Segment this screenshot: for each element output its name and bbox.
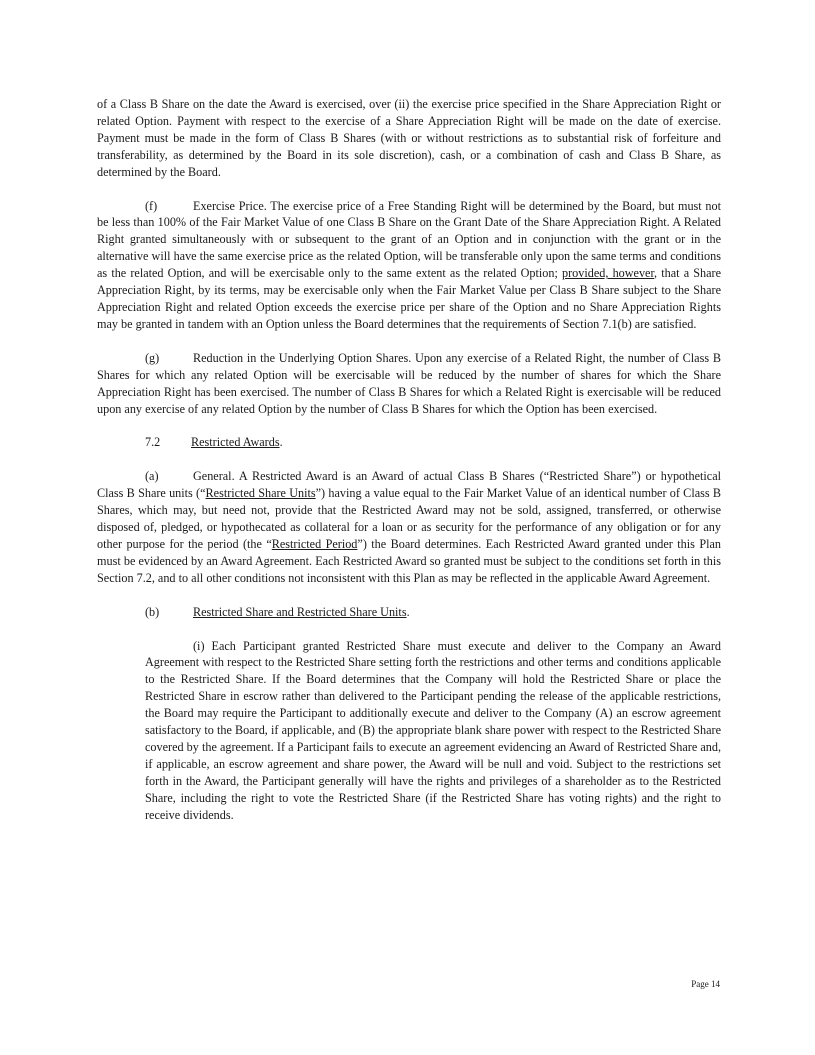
underlined-term: provided, however <box>562 266 655 281</box>
page-number: Page 14 <box>691 979 720 989</box>
defined-term: Restricted Period <box>271 536 358 551</box>
subsection-heading-b: (b) Restricted Share and Restricted Share Units. <box>145 604 410 619</box>
subsection-label: (b) <box>145 604 160 619</box>
paragraph-label: (a) <box>145 469 159 484</box>
subsection-title: Restricted Share and Restricted Share Units <box>193 604 407 619</box>
document-body <box>97 96 721 824</box>
paragraph-f-exercise-price: (f) Exercise Price. The exercise price of a Free Standing Right will be determined by the Board, but must not be less than 100% of the Fair Market Value of one Class B Share on the Grant Date of the Share Appreciation Right. A Related Right granted simultaneously with or subsequent to the grant of an Option and in conjunction with the grant or in the alternative will have the same exercise price as the related Option, will be transferable only upon the same terms and conditions as the related Option, and will be exercisable only to the same extent as the related Option; provided, however, that a Share Appreciation Right, by its terms, may be exercisable only when the Fair Market Value per Class B Share subject to the Share Appreciation Right and related Option exceeds the exercise price per share of the Option and no Share Appreciation Rights may be granted in tandem with an Option unless the Board determines that the requirements of Section 7.1(b) are satisfied. <box>97 198 722 331</box>
defined-term: Restricted Share Units <box>205 486 316 501</box>
section-title: Restricted Awards <box>191 435 280 450</box>
section-heading-7-2: 7.2 Restricted Awards. <box>145 435 283 450</box>
paragraph-label: (g) <box>145 350 160 365</box>
paragraph-continuation: of a Class B Share on the date the Award is exercised, over (ii) the exercise price specified in the Share Appreciation Right or related Option. Payment with respect to the exercise of a Share Appreciation Right will be made on the date of exercise. Payment must be made in the form of Class B Shares (with or without restrictions as to substantial risk of forfeiture and transferability, as determined by the Board in its sole discretion), cash, or a combination of cash and Class B Share, as determined by the Board. <box>97 97 721 179</box>
paragraph-a-general: (a) General. A Restricted Award is an Award of actual Class B Shares (“Restricted Share”) or hypothetical Class B Share units (“Restricted Share Units”) having a value equal to the Fair Market Value of an identical number of Class B Shares, which may, but need not, provide that the Restricted Award may not be sold, assigned, transferred, or otherwise disposed of, pledged, or hypothecated as collateral for a loan or as security for the performance of any obligation or for any other purpose for the period (the “Restricted Period”) the Board determines. Each Restricted Award granted under this Plan must be evidenced by an Award Agreement. Each Restricted Award so granted must be subject to the conditions set forth in this Section 7.2, and to all other conditions not inconsistent with this Plan as may be reflected in the applicable Award Agreement. <box>97 469 721 585</box>
section-number: 7.2 <box>145 435 161 450</box>
paragraph-g-reduction: (g) Reduction in the Underlying Option Shares. Upon any exercise of a Related Right, the number of Class B Shares for which any related Option will be exercisable will be reduced by the number of shares for which the Share Appreciation Right has been exercised. The number of Class B Shares for which a Related Right is exercisable will be reduced upon any exercise of any related Option by the number of Class B Shares for which the Option has been exercised. <box>97 350 721 416</box>
paragraph-i-restricted-share: (i) Each Participant granted Restricted Share must execute and deliver to the Company an Award Agreement with respect to the Restricted Share setting forth the restrictions and other terms and conditions applicable to the Restricted Share. If the Board determines that the Company will hold the Restricted Share or place the Restricted Share in escrow rather than delivered to the Participant pending the release of the applicable restrictions, the Board may require the Participant to additionally execute and deliver to the Company (A) an escrow agreement satisfactory to the Board, if applicable, and (B) the appropriate blank share power with respect to the Restricted Share covered by the agreement. If a Participant fails to execute an agreement evidencing an Award of Restricted Share and, if applicable, an escrow agreement and share power, the Award will be null and void. Subject to the restrictions set forth in the Award, the Participant generally will have the rights and privileges of a shareholder as to the Restricted Share, including the right to vote the Restricted Share (if the Restricted Share has voting rights) and the right to receive dividends. <box>145 638 721 822</box>
paragraph-label: (f) <box>145 198 158 213</box>
